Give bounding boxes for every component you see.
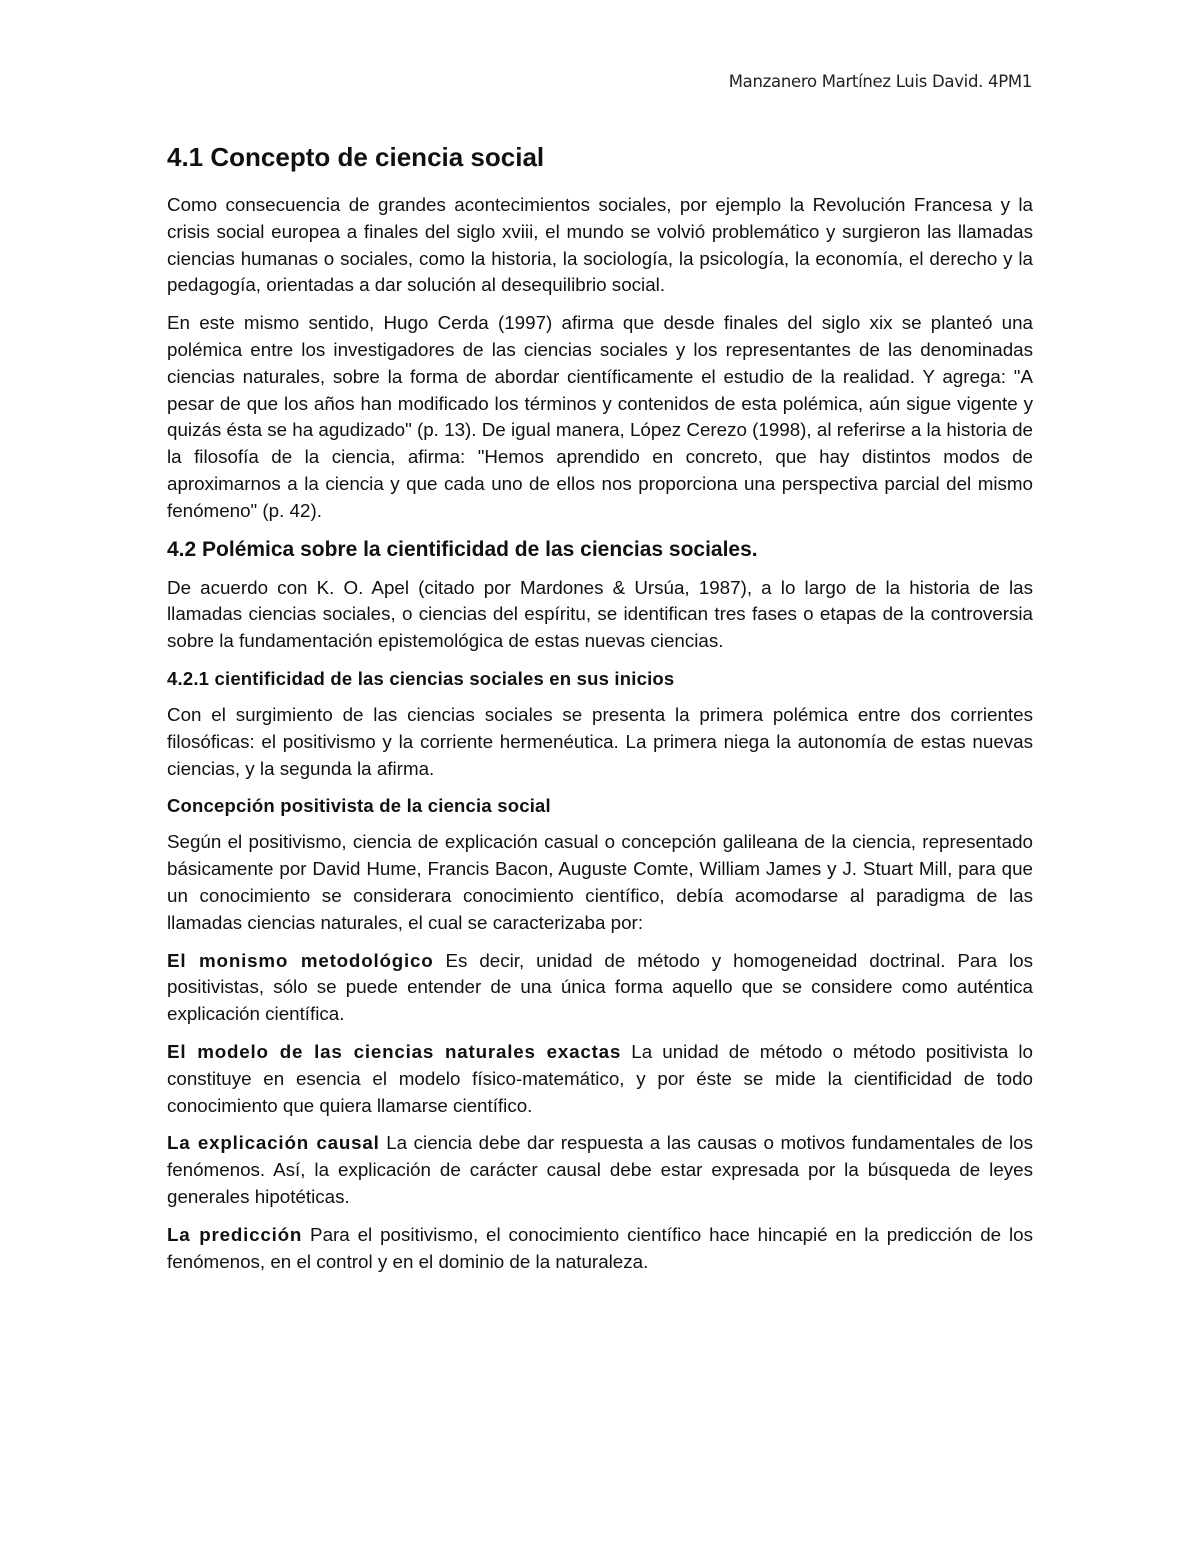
heading-4-2: 4.2 Polémica sobre la cientificidad de las ciencias sociales. bbox=[167, 537, 758, 561]
heading-positivist-conception: Concepción positivista de la ciencia social bbox=[167, 795, 551, 817]
characteristic-text: Es decir, unidad de método y homogeneidad doctrinal. Para los positivistas, sólo se puede entender de una única forma aquello que se considere como auténtica explicación científica. bbox=[167, 949, 1033, 1025]
paragraph-4-1-2: En este mismo sentido, Hugo Cerda (1997) afirma que desde finales del siglo xix se planteó una polémica entre los investigadores de las ciencias sociales y los representantes de las denominadas ciencias naturales, sobre la forma de abordar científicamente el estudio de la realidad. Y agrega: "A pesar de que los años han modificado los términos y contenidos de esta polémica, aún sigue vigente y quizás ésta se ha agudizado" (p. 13). De igual manera, López Cerezo (1998), al referirse a la historia de la filosofía de la ciencia, afirma: "Hemos aprendido en concreto, que hay distintos modos de aproximarnos a la ciencia y que cada uno de ellos nos proporciona una perspectiva parcial del mismo fenómeno" (p. 42). bbox=[167, 312, 1033, 521]
characteristic-text: La unidad de método o método positivista lo constituye en esencia el modelo físico-matemático, y por éste se mide la cientificidad de todo conocimiento que quiera llamarse científico. bbox=[167, 1040, 1033, 1116]
heading-4-1: 4.1 Concepto de ciencia social bbox=[167, 142, 545, 172]
characteristic-item bbox=[167, 1039, 1033, 1119]
page-header-author: Manzanero Martínez Luis David. 4PM1 bbox=[728, 72, 1032, 91]
document-body bbox=[167, 140, 1033, 1286]
paragraph-4-2-1-1: Con el surgimiento de las ciencias sociales se presenta la primera polémica entre dos corrientes filosóficas: el positivismo y la corriente hermenéutica. La primera niega la autonomía de estas nuevas ciencias, y la segunda la afirma. bbox=[167, 703, 1033, 779]
characteristic-term: El modelo de las ciencias naturales exactas bbox=[167, 1040, 622, 1062]
paragraph-4-2-1: De acuerdo con K. O. Apel (citado por Mardones & Ursúa, 1987), a lo largo de la historia de las llamadas ciencias sociales, o ciencias del espíritu, se identifican tres fases o etapas de la controversia sobre la fundamentación epistemológica de estas nuevas ciencias. bbox=[167, 576, 1033, 652]
characteristic-text: Para el positivismo, el conocimiento científico hace hincapié en la predicción de los fenómenos, en el control y en el dominio de la naturaleza. bbox=[167, 1223, 1034, 1272]
characteristic-term: La explicación causal bbox=[167, 1132, 380, 1154]
heading-4-2-1: 4.2.1 cientificidad de las ciencias sociales en sus inicios bbox=[167, 667, 675, 689]
characteristic-item bbox=[167, 1130, 1033, 1210]
characteristic-item bbox=[167, 948, 1033, 1028]
characteristic-term: El monismo metodológico bbox=[167, 949, 434, 971]
paragraph-positivist-intro: Según el positivismo, ciencia de explicación casual o concepción galileana de la ciencia, representado básicamente por David Hume, Francis Bacon, Auguste Comte, William James y J. Stuart Mill, para que un conocimiento se considerara conocimiento científico, debía acomodarse al paradigma de las llamadas ciencias naturales, el cual se caracterizaba por: bbox=[167, 831, 1033, 933]
characteristic-term: La predicción bbox=[167, 1223, 303, 1245]
paragraph-4-1-1: Como consecuencia de grandes acontecimientos sociales, por ejemplo la Revolución Francesa y la crisis social europea a finales del siglo xviii, el mundo se volvió problemático y surgieron las llamadas ciencias humanas o sociales, como la historia, la sociología, la psicología, la economía, el derecho y la pedagogía, orientadas a dar solución al desequilibrio social. bbox=[167, 194, 1033, 296]
characteristic-item bbox=[167, 1222, 1033, 1276]
characteristic-text: La ciencia debe dar respuesta a las causas o motivos fundamentales de los fenómenos. Así, la explicación de carácter causal debe estar expresada por la búsqueda de leyes generales hipotéticas. bbox=[167, 1132, 1033, 1207]
